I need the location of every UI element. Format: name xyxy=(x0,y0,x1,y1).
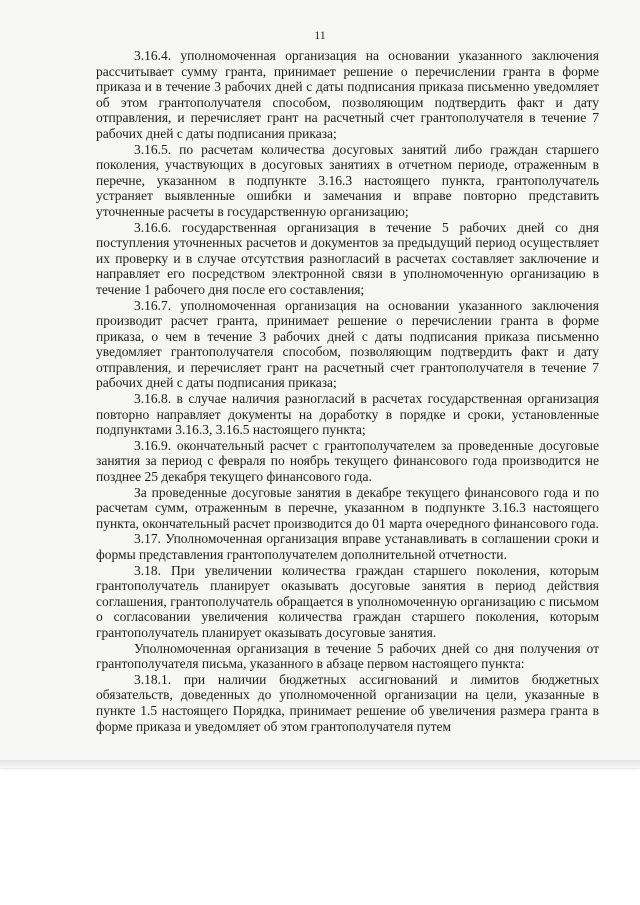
scan-edge xyxy=(0,760,640,768)
paragraph-3-17: 3.17. Уполномоченная организация вправе устанавливать в соглашении сроки и формы представления грантополучателем дополнительной отчетности. xyxy=(96,531,599,562)
paragraph-3-16-6: 3.16.6. государственная организация в течение 5 рабочих дней со дня поступления уточненных расчетов и документов за предыдущий период осуществляет их проверку и в случае отсутствия разногласий в расчетах составляет заключение и направляет его посредством электронной связи в уполномоченную организацию в течение 1 рабочего дня после его составления; xyxy=(96,219,599,297)
body-text xyxy=(96,48,599,734)
paragraph-3-16-4: 3.16.4. уполномоченная организация на основании указанного заключения рассчитывает сумму гранта, принимает решение о перечислении гранта в форме приказа и в течение 3 рабочих дней с даты подписания приказа письменно уведомляет об этом грантополучателя способом, позволяющим подтвердить факт и дату отправления, и перечисляет грант на расчетный счет грантополучателя в течение 7 рабочих дней с даты подписания приказа; xyxy=(96,48,599,141)
page-number: 11 xyxy=(314,28,326,42)
paragraph-3-16-7: 3.16.7. уполномоченная организация на основании указанного заключения производит расчет гранта, принимает решение о перечислении гранта в форме приказа, о чем в течение 3 рабочих дней с даты подписания приказа письменно уведомляет грантополучателя способом, позволяющим подтвердить факт и дату отправления, и перечисляет грант на расчетный счет грантополучателя в течение 7 рабочих дней с даты подписания приказа; xyxy=(96,297,599,391)
paragraph-3-16-5: 3.16.5. по расчетам количества досуговых занятий либо граждан старшего поколения, участвующих в досуговых занятиях в отчетном периоде, отраженным в перечне, указанном в подпункте 3.16.3 настоящего пункта, грантополучатель устраняет выявленные ошибки и замечания и вправе повторно представить уточненные расчеты в государственную организацию; xyxy=(96,141,599,219)
paragraph-3-18: 3.18. При увеличении количества граждан старшего поколения, которым грантополучатель планирует оказывать досуговые занятия в период действия соглашения, грантополучатель обращается в уполномоченную организацию с письмом о согласовании увеличения количества граждан старшего поколения, которым грантополучатель планирует оказывать досуговые занятия. xyxy=(96,562,599,640)
paragraph-3-16-8: 3.16.8. в случае наличия разногласий в расчетах государственная организация повторно направляет документы на доработку в порядке и сроки, установленные подпунктами 3.16.3, 3.16.5 настоящего пункта; xyxy=(96,391,599,438)
paragraph-3-18-intro: Уполномоченная организация в течение 5 рабочих дней со дня получения от грантополучателя письма, указанного в абзаце первом настоящего пункта: xyxy=(96,640,599,672)
paragraph-3-18-1: 3.18.1. при наличии бюджетных ассигнований и лимитов бюджетных обязательств, доведенных до уполномоченной организации на цели, указанные в пункте 1.5 настоящего Порядка, принимает решение об увеличения размера гранта в форме приказа и уведомляет об этом грантополучателя путем xyxy=(96,671,599,734)
paragraph-december-settlement: За проведенные досуговые занятия в декабре текущего финансового года и по расчетам сумм, отраженным в перечне, указанном в подпункте 3.16.3 настоящего пункта, окончательный расчет производится до 01 марта очередного финансового года. xyxy=(96,484,599,531)
paragraph-3-16-9: 3.16.9. окончательный расчет с грантополучателем за проведенные досуговые занятия за период с февраля по ноябрь текущего финансового года производится не позднее 25 декабря текущего финансового года. xyxy=(96,437,599,485)
